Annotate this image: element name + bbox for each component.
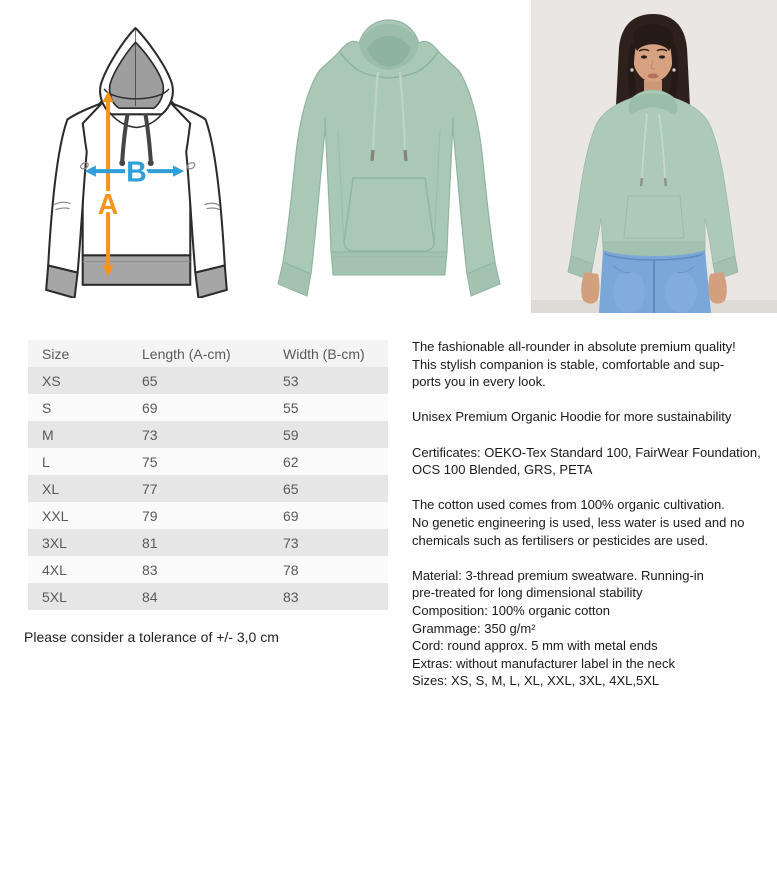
model-photo-svg	[531, 0, 777, 313]
cell-length: 69	[142, 399, 158, 416]
product-description	[412, 338, 774, 707]
model-hand-left	[581, 272, 599, 304]
model-jeans-wash-left	[613, 271, 645, 313]
size-row-5xl	[28, 583, 388, 610]
size-row-xl	[28, 475, 388, 502]
description-paragraph	[412, 567, 774, 690]
model-earring-right	[672, 68, 675, 71]
hoodie-flat-product-photo	[268, 10, 508, 305]
description-paragraph	[412, 338, 774, 391]
width-arrow-label: B	[126, 156, 147, 189]
cell-width: 83	[283, 588, 299, 605]
sketch-drawstring-tip-left	[119, 160, 125, 166]
cell-width: 53	[283, 372, 299, 389]
description-line: pre-treated for long dimensional stability	[412, 585, 643, 601]
cell-size: 4XL	[42, 561, 67, 578]
description-line: ports you in every look.	[412, 374, 546, 390]
model-eye-left	[641, 55, 647, 58]
description-paragraph	[412, 444, 774, 479]
description-line: The cotton used comes from 100% organic cultivation.	[412, 497, 725, 513]
cell-size: 5XL	[42, 588, 67, 605]
header-width: Width (B-cm)	[283, 345, 365, 362]
size-row-m	[28, 421, 388, 448]
hoodie-sketch-svg	[45, 26, 230, 298]
size-row-xxl	[28, 502, 388, 529]
cell-size: XS	[42, 372, 61, 389]
model-lips	[648, 74, 659, 79]
cell-width: 62	[283, 453, 299, 470]
flat-aglet-left	[372, 150, 373, 161]
model-jeans-wash-right	[665, 271, 697, 313]
size-row-4xl	[28, 556, 388, 583]
cell-size: XL	[42, 480, 60, 497]
model-earring-left	[630, 68, 633, 71]
cell-length: 81	[142, 534, 158, 551]
description-line: No genetic engineering is used, less water is used and no	[412, 514, 745, 530]
size-row-3xl	[28, 529, 388, 556]
description-line: The fashionable all-rounder in absolute premium quality!	[412, 339, 736, 354]
description-line: Grammage: 350 g/m²	[412, 620, 536, 636]
description-line: Certificates: OEKO-Tex Standard 100, FairWear Foundation,	[412, 444, 761, 460]
hoodie-measurement-diagram	[45, 26, 230, 298]
cell-length: 77	[142, 480, 158, 497]
flat-hem-band	[331, 252, 447, 275]
cell-length: 73	[142, 426, 158, 443]
flat-kangaroo-pocket	[344, 178, 434, 251]
model-aglet-left	[641, 178, 642, 186]
cell-size: L	[42, 453, 50, 470]
description-paragraph	[412, 408, 774, 426]
description-line: chemicals such as fertilisers or pesticides are used.	[412, 532, 709, 548]
model-eye-right	[659, 55, 665, 58]
size-row-xs	[28, 367, 388, 394]
description-line: Sizes: XS, S, M, L, XL, XXL, 3XL, 4XL,5XL	[412, 673, 660, 689]
description-line: Unisex Premium Organic Hoodie for more sustainability	[412, 409, 732, 425]
flat-aglet-right	[405, 150, 406, 161]
cell-size: M	[42, 426, 54, 443]
cell-length: 79	[142, 507, 158, 524]
description-line: Material: 3-thread premium sweatware. Running-in	[412, 567, 704, 583]
model-aglet-right	[665, 178, 666, 186]
length-arrow-label: A	[97, 188, 119, 221]
description-paragraph	[412, 496, 774, 549]
cell-length: 65	[142, 372, 158, 389]
sketch-hem-band	[83, 255, 191, 284]
header-length: Length (A-cm)	[142, 345, 231, 362]
cell-width: 59	[283, 426, 299, 443]
cell-width: 78	[283, 561, 299, 578]
size-table-header-row	[28, 340, 388, 367]
size-table	[28, 340, 388, 610]
cell-size: S	[42, 399, 52, 416]
cell-width: 73	[283, 534, 299, 551]
cell-size: 3XL	[42, 534, 67, 551]
description-line: Composition: 100% organic cotton	[412, 602, 611, 618]
flat-hoodie-svg	[268, 10, 508, 305]
cell-width: 55	[283, 399, 299, 416]
cell-width: 65	[283, 480, 299, 497]
description-line: Extras: without manufacturer label in the neck	[412, 655, 676, 671]
cell-length: 83	[142, 561, 158, 578]
cell-width: 69	[283, 507, 299, 524]
cell-size: XXL	[42, 507, 69, 524]
header-size: Size	[42, 345, 70, 362]
description-line: Cord: round approx. 5 mm with metal ends	[412, 638, 658, 654]
size-row-s	[28, 394, 388, 421]
cell-length: 84	[142, 588, 158, 605]
sketch-drawstring-tip-right	[148, 160, 154, 166]
model-hand-right	[709, 272, 727, 304]
cell-length: 75	[142, 453, 158, 470]
description-line: OCS 100 Blended, GRS, PETA	[412, 462, 593, 478]
model-wearing-hoodie-photo	[531, 0, 777, 313]
description-line: This stylish companion is stable, comfortable and sup-	[412, 356, 725, 372]
tolerance-note: Please consider a tolerance of +/- 3,0 cm	[24, 629, 279, 645]
size-row-l	[28, 448, 388, 475]
